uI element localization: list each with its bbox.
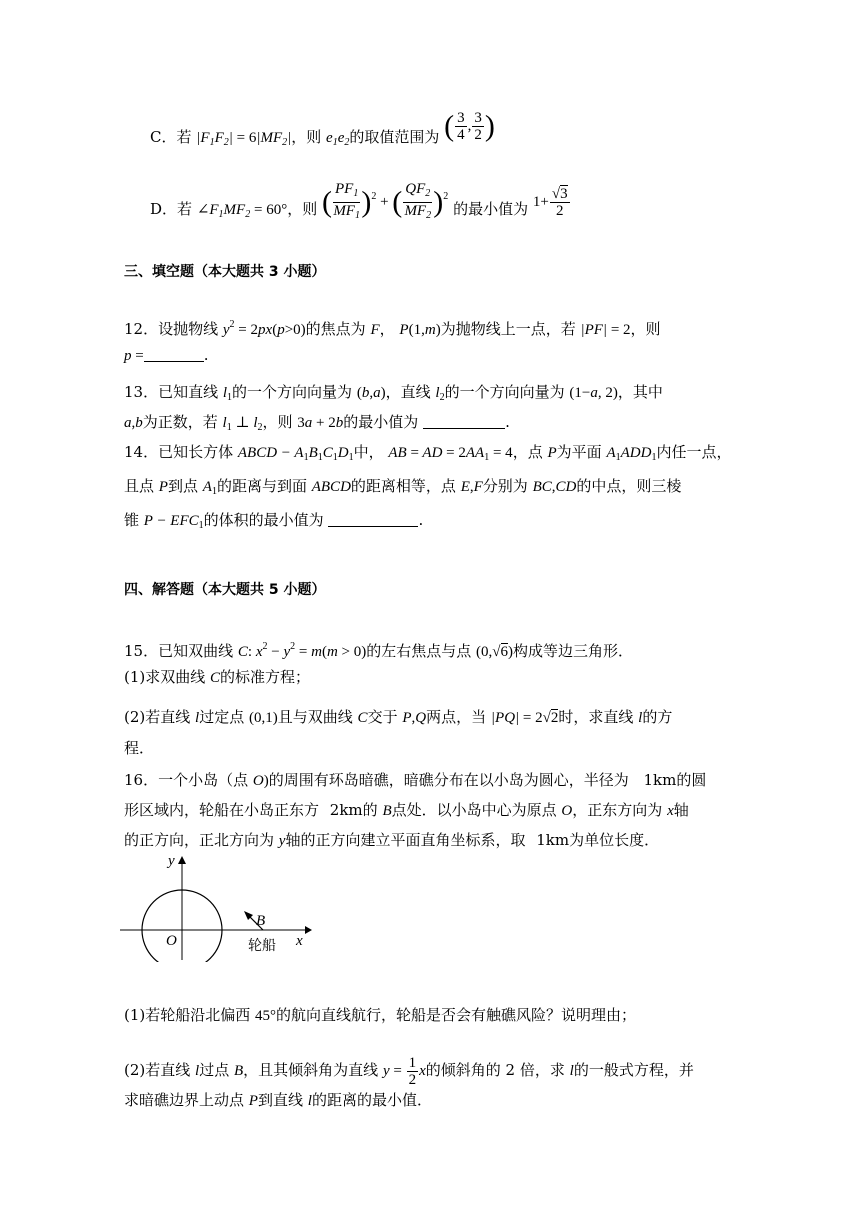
- x-axis-label: x: [296, 933, 303, 949]
- question-13-cont: a,b为正数，若 $l_1$ ⊥ $l_2$，则 3a + 2b的最小值为 .: [124, 413, 510, 433]
- question-12: 12．设抛物线 $y^2 = 2px(p>0)$的焦点为 F， P(1,m)为抛物线上一点，若 |PF| = 2，则: [124, 319, 661, 338]
- option-d: D．若 $\angle F_1MF_2 = 60^\circ$，则 ( $\frac{PF_1}{MF_1}$ )$^2$ + ( $\frac{QF_2}{MF_2}$ )$^2$ 的最小值为 1+ $\frac{√3}{2}$: [150, 181, 568, 222]
- option-d-label: D．若: [150, 200, 193, 218]
- question-16-part2-cont: 求暗礁边界上动点 P到直线 l的距离的最小值．: [124, 1091, 432, 1109]
- coordinate-figure: [120, 852, 320, 962]
- question-16: 16．一个小岛（点 O)的周围有环岛暗礁，暗礁分布在以小岛为圆心，半径为 1km的圆: [124, 771, 707, 789]
- question-14-cont: 且点 P到点 $A_1$的距离与到面 ABCD的距离相等，点 E,F分别为 BC,CD的中点，则三棱: [124, 477, 682, 497]
- question-16-cont: 形区域内，轮船在小岛正东方 2km的 B点处．以小岛中心为原点 O，正东方向为 x轴: [124, 801, 689, 819]
- section-heading: 三、填空题（本大题共 3 小题）: [124, 264, 326, 280]
- x-axis-arrow: [305, 926, 312, 934]
- answer-blank[interactable]: [144, 347, 204, 362]
- math-expr: $|F_1F_2| = 6|MF_2|$: [196, 130, 292, 148]
- ship-label: 轮船: [248, 938, 276, 954]
- question-12-answer: p = .: [124, 346, 209, 364]
- question-16-part1: (1)若轮船沿北偏西 45°的航向直线航行，轮船是否会有触礁风险？说明理由；: [124, 1006, 637, 1024]
- question-14-cont2: 锥 $P - EFC_1$的体积的最小值为 .: [124, 511, 424, 531]
- question-15: 15．已知双曲线 C: $x^2 - y^2 = m(m > 0)$的左右焦点与点 (0,√6)构成等边三角形．: [124, 641, 634, 660]
- option-c: C．若 $|F_1F_2| = 6|MF_2|$，则 $e_1e_2$的取值范围为 ( $\frac{3}{4}$ , $\frac{3}{2}$ ): [150, 109, 495, 148]
- section-heading: 四、解答题（本大题共 5 小题）: [124, 582, 326, 598]
- origin-label: O: [166, 933, 177, 949]
- question-15-part2-cont: 程．: [124, 739, 155, 757]
- y-axis-arrow: [178, 856, 186, 864]
- question-16-cont2: 的正方向，正北方向为 y轴的正方向建立平面直角坐标系，取 1km为单位长度．: [124, 831, 660, 849]
- answer-blank[interactable]: [423, 414, 505, 429]
- point-b-label: B: [256, 913, 266, 929]
- question-14: 14．已知长方体 ABCD − $A_1B_1C_1D_1$中， AB = AD = $2AA_1 = 4$，点 P为平面 $A_1ADD_1$内任一点，: [124, 443, 732, 463]
- question-13: 13．已知直线 $l_1$的一个方向向量为 (b,a)，直线 $l_2$的一个方向向量为 (1−a, 2)，其中: [124, 383, 663, 403]
- option-c-label: C．若: [150, 128, 192, 146]
- answer-blank[interactable]: [328, 512, 418, 527]
- y-axis-label: y: [168, 853, 175, 869]
- question-15-part2: (2)若直线 l过定点 (0,1)且与双曲线 C交于 P,Q两点，当 |PQ| = 2√2时，求直线 l的方: [124, 708, 673, 726]
- question-15-part1: (1)求双曲线 C的标准方程；: [124, 668, 311, 686]
- question-16-part2: (2)若直线 l过点 B，且其倾斜角为直线 y = $\frac{1}{2}$ x的倾斜角的 2 倍，求 l的一般式方程，并: [124, 1055, 694, 1089]
